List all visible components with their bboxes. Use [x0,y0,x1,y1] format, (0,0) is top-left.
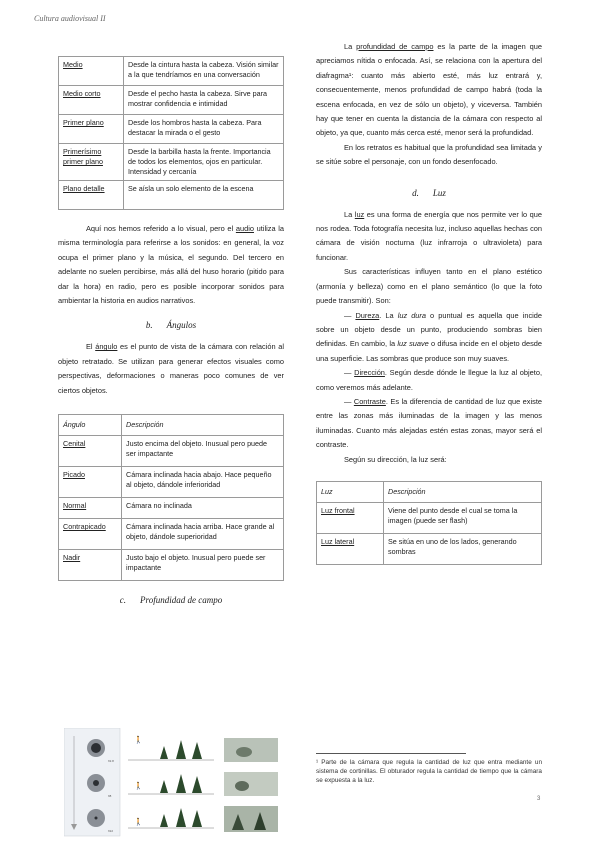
tree-icon [176,740,186,759]
camera-person-icon: 🚶 [134,737,143,744]
table-cell-term [59,181,124,210]
camera-person-icon: 🚶 [134,819,143,826]
table-cell-desc: Cámara no inclinada [122,498,284,519]
section-heading-angulos: b. Ángulos [145,320,197,331]
right-column [316,40,542,565]
table-row [317,533,542,564]
table-cell-term: Nadir [59,550,122,581]
luz-paragraph: La luz es una forma de energía que nos permite ver lo que nos rodea. Toda fotografía necesita luz, incluso aquellas hechas con cámara de visión nocturna (luz infrarroja o ultravioleta) para funcionar. [316,209,542,262]
term-link: Primer plano [63,118,104,127]
luz-term: luz [354,209,365,219]
table-cell-term: Normal [59,498,122,519]
table-cell-term: Contrapicado [59,519,122,550]
angulo-paragraph: El ángulo es el punto de vista de la cámara con relación al objeto retratado. Se utilizan para generar efectos visuales como perspectivas, deformaciones o maneras poco comunes de ver ciertos objetos. [58,342,284,395]
table-cell-term: Luz frontal [317,502,384,533]
depth-of-field-illustration [64,728,286,838]
aperture-opening-icon [93,780,99,786]
direccion-paragraph: — Dirección. Según desde dónde le llegue la luz al objeto, como veremos más adelante. [316,368,542,392]
tree-icon [192,742,202,759]
footnote: ¹ Parte de la cámara que regula la cantidad de luz que entra mediante un sistema de cortinillas. El obturador regula la cantidad de tiempo que la cámara se expuesta a la luz. [316,759,542,784]
column-header: Descripción [384,481,542,502]
table-row [59,467,284,498]
section-heading-profundidad: c. Profundidad de campo [119,595,223,606]
table-cell-term: Picado [59,467,122,498]
table-cell-desc: Cámara inclinada hacia arriba. Hace grande al objeto, dándole superioridad [122,519,284,550]
scene-row-3 [128,806,278,832]
column-header: Luz [317,481,384,502]
table-row [59,498,284,519]
table-cell-desc: Desde el pecho hasta la cabeza. Sirve para mostrar confidencia e intimidad [124,86,284,115]
aperture-opening-icon [91,743,101,753]
page-number: 3 [537,796,541,802]
footnote-divider [316,753,466,754]
table-cell-desc: Justo bajo el objeto. Inusual pero puede ser impactante [122,550,284,581]
table-cell-desc: Viene del punto desde el cual se toma la imagen (puede ser flash) [384,502,542,533]
left-column [58,56,284,615]
aperture-label: f/8 [108,794,112,798]
table-row [59,436,284,467]
table-cell-desc: Cámara inclinada hacia abajo. Hace pequeño al objeto, dándole inferioridad [122,467,284,498]
tree-icon [192,776,202,793]
table-header-row [317,481,542,502]
planos-table [58,56,284,210]
retratos-paragraph: En los retratos es habitual que la profundidad sea limitada y se sitúe sobre el personaje, con un fondo desenfocado. [316,142,542,167]
table-row [59,519,284,550]
column-header: Descripción [122,415,284,436]
aperture-label: f/22 [108,829,114,833]
luz-table [316,481,542,565]
dureza-paragraph: — Dureza. La luz dura o puntual es aquella que incide sobre un objeto desde un punto, produciendo sombras bien definidas. En cambio, la luz suave o difusa incide en el objeto desde una superficie. Las sombras que produce son muy suaves. [316,310,542,363]
tree-icon [176,808,186,827]
table-row [59,550,284,581]
term-link: Medio corto [63,89,101,98]
audio-paragraph: Aquí nos hemos referido a lo visual, pero el audio utiliza la misma terminología para referirse a los sonidos: en general, la voz ocupa el primer plano y la música, el segundo. Del tercero en adelante no suelen percibirse, más allá del huso horario (pitido para dar la hora) en radio, pero es posible incorporar sonidos para ambientar la historia en audios narrativos. [58,224,284,306]
audio-term: audio [235,224,254,233]
tree-icon [160,780,168,793]
section-heading-luz: d. Luz [412,187,446,198]
table-cell-term: Cenital [59,436,122,467]
angulos-table [58,414,284,581]
table-cell-term [59,115,124,144]
table-cell-term: Luz lateral [317,533,384,564]
table-cell-desc: Desde los hombros hasta la cabeza. Para destacar la mirada o el gesto [124,115,284,144]
table-row [59,181,284,210]
table-cell-term [59,57,124,86]
dureza-term: Dureza [355,310,380,320]
tree-icon [192,810,202,827]
table-cell-desc: Justo encima del objeto. Inusual pero puede ser impactante [122,436,284,467]
sample-photo [224,772,278,796]
camera-person-icon: 🚶 [134,783,143,790]
term-link: Primerísimo primer plano [63,147,103,166]
table-row [59,57,284,86]
table-row [59,144,284,181]
table-cell-desc: Se aísla un solo elemento de la escena [124,181,284,210]
scene-row-2 [128,772,278,796]
running-header: Cultura audiovisual II [34,14,106,23]
table-row [317,502,542,533]
contraste-term: Contraste [353,396,386,406]
angulo-term: ángulo [95,342,118,352]
column-header: Ángulo [59,415,122,436]
tree-icon [176,774,186,793]
aperture-opening-icon [95,817,98,820]
tree-icon [160,814,168,827]
table-header-row [59,415,284,436]
sample-photo [224,806,278,832]
table-cell-desc: Desde la barbilla hasta la frente. Importancia de todos los elementos, ojos en particular. Intensidad y cercanía [124,144,284,181]
segun-direccion-paragraph: Según su dirección, la luz será: [344,454,447,464]
contraste-paragraph: — Contraste. Es la diferencia de cantidad de luz que existe entre las zonas más iluminadas de la imagen y las menos iluminadas. Cuanto más alejadas estén estas zonas, mayor será el contraste. [316,396,542,450]
table-cell-term [59,144,124,181]
direccion-term: Dirección [354,368,385,378]
table-cell-term [59,86,124,115]
caracteristicas-paragraph: Sus características influyen tanto en el plano estético (armonía y belleza) como en el plano semántico (lo que la foto puede transmitir). Son: [316,267,542,306]
term-link: Plano detalle [63,184,105,193]
tree-icon [160,746,168,759]
table-cell-desc: Se sitúa en uno de los lados, generando sombras [384,533,542,564]
profundidad-paragraph: La profundidad de campo es la parte de la imagen que apreciamos nítida o enfocada. Así, se relaciona con la apertura del diafragma¹: cuanto más abierto esté, más luz entrará y, consecuentemente, menos profundidad de campo habrá (toda la escena enfocada, en vez de sólo un objeto), y viceversa. También hay que tener en cuenta la distancia de la cámara con respecto al objeto, ya que, cuanto más cerca esté, menor será la profundidad. [316,42,543,138]
table-row [59,86,284,115]
term-link: Medio [63,60,83,69]
scene-row-1 [128,735,278,762]
table-cell-desc: Desde la cintura hasta la cabeza. Visión similar a la que tendríamos en una conversación [124,57,284,86]
aperture-label: f/2.8 [108,759,114,763]
profundidad-term: profundidad de campo [356,42,434,51]
table-row [59,115,284,144]
